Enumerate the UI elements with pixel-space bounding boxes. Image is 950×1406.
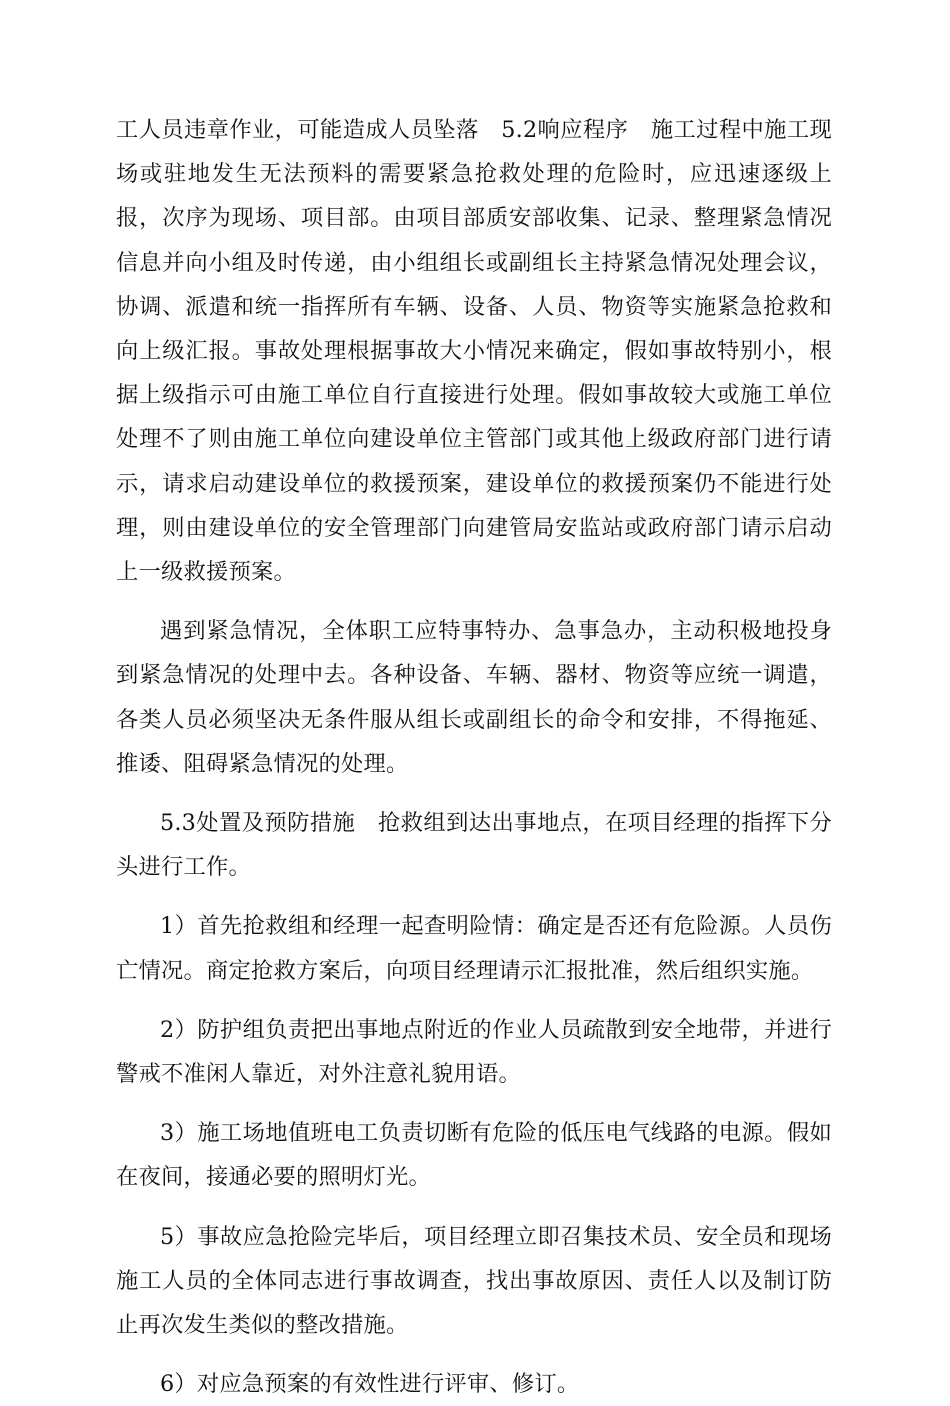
list-item-6: 6）对应急预案的有效性进行评审、修订。 — [160, 1371, 580, 1398]
list-item-3: 3）施工场地值班电工负责切断有危险的低压电气线路的电源。假如在夜间，接通必要的照明灯光。 — [116, 1120, 832, 1191]
document-page — [116, 108, 832, 1406]
list-item-1: 1）首先抢救组和经理一起查明险情：确定是否还有危险源。人员伤亡情况。商定抢救方案后，向项目经理请示汇报批准，然后组织实施。 — [116, 913, 832, 984]
paragraph-response-procedure: 工人员违章作业，可能造成人员坠落 5.2响应程序 施工过程中施工现场或驻地发生无法预料的需要紧急抢救处理的危险时，应迅速逐级上报，次序为现场、项目部。由项目部质安部收集、记录、整理紧急情况信息并向小组及时传递，由小组组长或副组长主持紧急情况处理会议，协调、派遣和统一指挥所有车辆、设备、人员、物资等实施紧急抢救和向上级汇报。事故处理根据事故大小情况来确定，假如事故特别小，根据上级指示可由施工单位自行直接进行处理。假如事故较大或施工单位处理不了则由施工单位向建设单位主管部门或其他上级政府部门进行请示，请求启动建设单位的救援预案，建设单位的救援预案仍不能进行处理，则由建设单位的安全管理部门向建管局安监站或政府部门请示启动上一级救援预案。 — [116, 117, 832, 586]
paragraph-disposal-measures: 5.3处置及预防措施 抢救组到达出事地点，在项目经理的指挥下分头进行工作。 — [116, 810, 832, 881]
list-item-2: 2）防护组负责把出事地点附近的作业人员疏散到安全地带，并进行警戒不准闲人靠近，对外注意礼貌用语。 — [116, 1016, 832, 1088]
paragraph-emergency-handling: 遇到紧急情况，全体职工应特事特办、急事急办，主动积极地投身到紧急情况的处理中去。各种设备、车辆、器材、物资等应统一调遣，各类人员必须坚决无条件服从组长或副组长的命令和安排，不得拖延、推诿、阻碍紧急情况的处理。 — [116, 618, 832, 777]
list-item-5: 5）事故应急抢险完毕后，项目经理立即召集技术员、安全员和现场施工人员的全体同志进行事故调查，找出事故原因、责任人以及制订防止再次发生类似的整改措施。 — [116, 1223, 832, 1339]
